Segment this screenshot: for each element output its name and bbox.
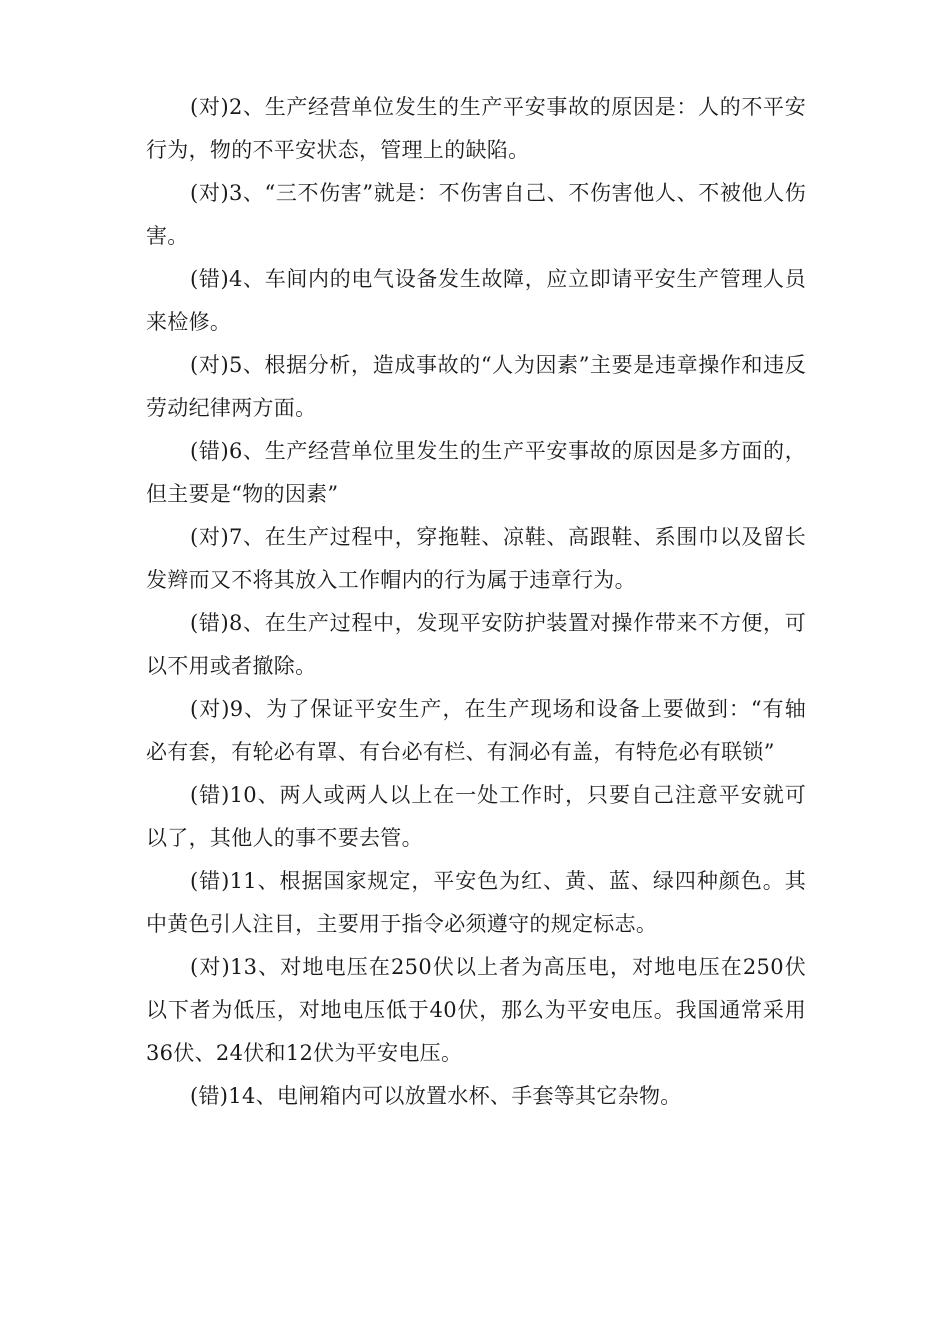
paragraph-item-5: (对)5、根据分析，造成事故的“人为因素”主要是违章操作和违反劳动纪律两方面。	[146, 353, 806, 420]
paragraph-item-11: (错)11、根据国家规定，平安色为红、黄、蓝、绿四种颜色。其中黄色引人注目，主要用于指令必须遵守的规定标志。	[146, 869, 806, 936]
paragraph-item-9: (对)9、为了保证平安生产，在生产现场和设备上要做到：“有轴必有套，有轮必有罩、有台必有栏、有洞必有盖，有特危必有联锁”	[146, 697, 806, 764]
paragraph-item-4: (错)4、车间内的电气设备发生故障，应立即请平安生产管理人员来检修。	[146, 267, 806, 334]
paragraph-item-7: (对)7、在生产过程中，穿拖鞋、凉鞋、高跟鞋、系围巾以及留长发辫而又不将其放入工作帽内的行为属于违章行为。	[146, 525, 806, 592]
paragraph-item-13: (对)13、对地电压在250伏以上者为高压电，对地电压在250伏以下者为低压，对地电压低于40伏，那么为平安电压。我国通常采用36伏、24伏和12伏为平安电压。	[146, 955, 806, 1065]
paragraph-item-2: (对)2、生产经营单位发生的生产平安事故的原因是：人的不平安行为，物的不平安状态，管理上的缺陷。	[146, 95, 806, 162]
paragraph-item-14: (错)14、电闸箱内可以放置水杯、手套等其它杂物。	[190, 1084, 682, 1108]
paragraph-item-8: (错)8、在生产过程中，发现平安防护装置对操作带来不方便，可以不用或者撤除。	[146, 611, 806, 678]
paragraph-item-10: (错)10、两人或两人以上在一处工作时，只要自己注意平安就可以了，其他人的事不要去管。	[146, 783, 806, 850]
document-body	[146, 86, 806, 1118]
paragraph-item-6: (错)6、生产经营单位里发生的生产平安事故的原因是多方面的，但主要是“物的因素”	[146, 439, 806, 506]
paragraph-item-3: (对)3、“三不伤害”就是：不伤害自己、不伤害他人、不被他人伤害。	[146, 181, 806, 248]
